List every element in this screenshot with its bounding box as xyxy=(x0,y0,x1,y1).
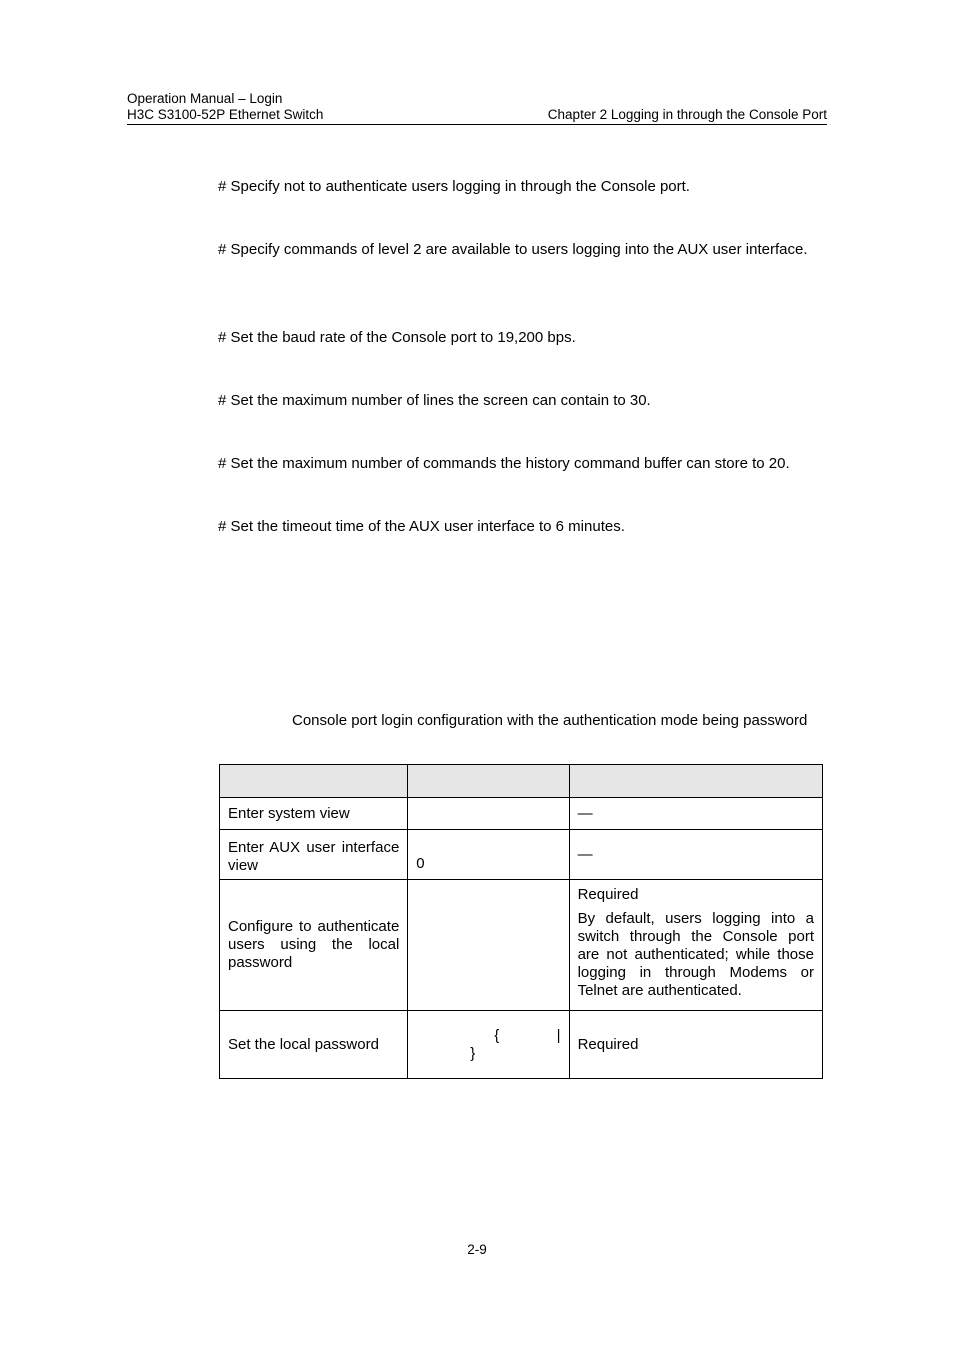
operation-cell: Enter AUX user interface view xyxy=(220,830,408,880)
paragraph-timeout: # Set the timeout time of the AUX user interface to 6 minutes. xyxy=(218,518,625,535)
operation-cell: Configure to authenticate users using the local password xyxy=(220,880,408,1011)
command-cell: 0 xyxy=(408,830,569,880)
product-name: H3C S3100-52P Ethernet Switch xyxy=(127,107,324,122)
remarks-default-note: By default, users logging into a switch through the Console port are not authenticated; while those logging in through Modems or Telnet are authenticated. xyxy=(577,910,814,999)
header-cell-remarks xyxy=(569,765,822,798)
chapter-title: Chapter 2 Logging in through the Console Port xyxy=(547,107,827,122)
header-cell-operation xyxy=(220,765,408,798)
table-row xyxy=(220,880,823,1011)
pipe-separator: | xyxy=(556,1026,561,1044)
table-caption: Console port login configuration with the authentication mode being password xyxy=(292,712,808,729)
table-row xyxy=(220,1011,823,1079)
command-cell xyxy=(408,880,569,1011)
brace-close: } xyxy=(470,1044,476,1062)
brace-open: { xyxy=(494,1026,500,1044)
header-cell-command xyxy=(408,765,569,798)
paragraph-history-buffer: # Set the maximum number of commands the history command buffer can store to 20. xyxy=(218,455,790,472)
table-header-row xyxy=(220,765,823,798)
manual-title: Operation Manual – Login xyxy=(127,91,283,106)
paragraph-command-level: # Specify commands of level 2 are available to users logging into the AUX user interface. xyxy=(218,241,808,258)
command-cell xyxy=(408,798,569,830)
remarks-cell: — xyxy=(569,830,822,880)
remarks-cell xyxy=(569,880,822,1011)
operation-cell: Enter system view xyxy=(220,798,408,830)
paragraph-baud-rate: # Set the baud rate of the Console port to 19,200 bps. xyxy=(218,329,576,346)
table-row xyxy=(220,830,823,880)
paragraph-screen-lines: # Set the maximum number of lines the screen can contain to 30. xyxy=(218,392,651,409)
paragraph-no-auth: # Specify not to authenticate users logging in through the Console port. xyxy=(218,178,690,195)
operation-cell: Set the local password xyxy=(220,1011,408,1079)
header-rule xyxy=(127,124,827,125)
remarks-cell: — xyxy=(569,798,822,830)
page-number: 2-9 xyxy=(467,1242,487,1257)
remarks-cell: Required xyxy=(569,1011,822,1079)
remarks-required: Required xyxy=(577,886,639,903)
header-left xyxy=(127,91,323,123)
config-table xyxy=(219,764,823,1079)
table-row xyxy=(220,798,823,830)
command-cell xyxy=(408,1011,569,1079)
